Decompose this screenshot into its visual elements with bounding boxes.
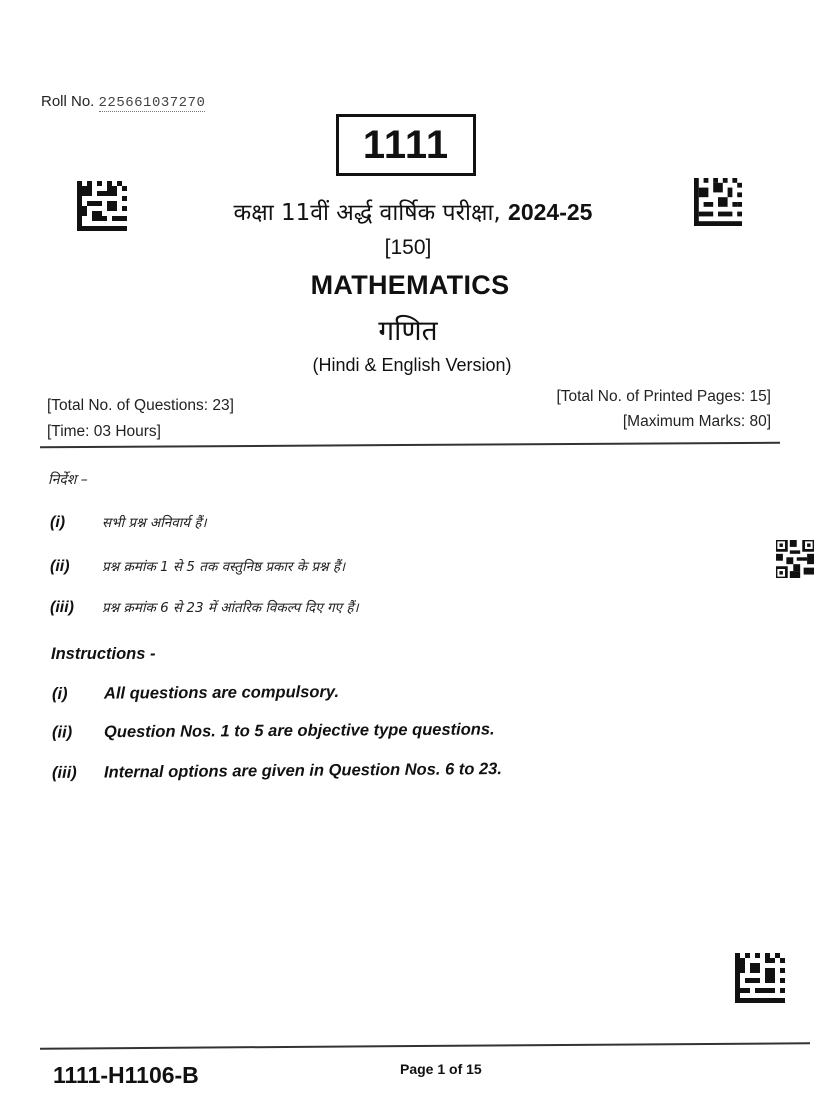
time-allowed: [Time: 03 Hours] <box>47 423 161 440</box>
footer-divider <box>40 1042 810 1049</box>
instruction-english-item <box>52 760 502 783</box>
instruction-english-item <box>52 683 339 704</box>
instruction-hindi-item <box>50 557 345 576</box>
item-number: (ii) <box>50 558 70 575</box>
roll-number <box>41 93 205 111</box>
instructions-hindi-heading: निर्देश – <box>48 472 88 488</box>
exam-title-hindi: कक्षा 11वीं अर्द्ध वार्षिक परीक्षा, <box>233 200 501 226</box>
item-number: (iii) <box>51 763 77 782</box>
version-note: (Hindi & English Version) <box>312 355 512 375</box>
item-number: (ii) <box>51 723 73 742</box>
roll-value: 225661037270 <box>98 95 206 111</box>
paper-code: 1111 <box>362 122 450 167</box>
printed-pages: [Total No. of Printed Pages: 15] <box>556 388 771 405</box>
header-divider <box>40 442 780 449</box>
paper-code-box <box>336 114 476 176</box>
instructions-english-heading: Instructions - <box>51 645 156 663</box>
instruction-english-item <box>52 720 495 742</box>
item-text: प्रश्न क्रमांक 1 से 5 तक वस्तुनिष्ठ प्रकार के प्रश्न हैं। <box>102 559 346 575</box>
item-number: (i) <box>50 514 66 531</box>
maximum-marks: [Maximum Marks: 80] <box>622 413 771 430</box>
total-questions: [Total No. of Questions: 23] <box>47 397 234 414</box>
datamatrix-icon <box>734 953 786 1003</box>
footer-paper-id: 1111-H1106-B <box>53 1062 199 1088</box>
item-text: Question Nos. 1 to 5 are objective type questions. <box>103 720 495 742</box>
item-number: (iii) <box>50 599 74 616</box>
exam-title <box>0 195 826 227</box>
instruction-hindi-item <box>50 598 359 617</box>
item-text: प्रश्न क्रमांक 6 से 23 में आंतरिक विकल्प दिए गए हैं। <box>102 600 359 616</box>
subject-title-hindi: गणित <box>378 314 438 347</box>
instruction-hindi-item <box>50 513 207 532</box>
subject-code: [150] <box>384 236 432 259</box>
subject-title: MATHEMATICS <box>310 270 510 300</box>
item-text: All questions are compulsory. <box>103 682 340 703</box>
qr-code-icon <box>776 540 814 578</box>
item-number: (i) <box>51 684 68 704</box>
roll-label: Roll No. <box>41 93 95 110</box>
page-number: Page 1 of 15 <box>400 1061 482 1077</box>
item-text: सभी प्रश्न अनिवार्य हैं। <box>102 515 207 531</box>
exam-year: 2024-25 <box>508 199 593 225</box>
item-text: Internal options are given in Question Nos. 6 to 23. <box>103 760 502 782</box>
